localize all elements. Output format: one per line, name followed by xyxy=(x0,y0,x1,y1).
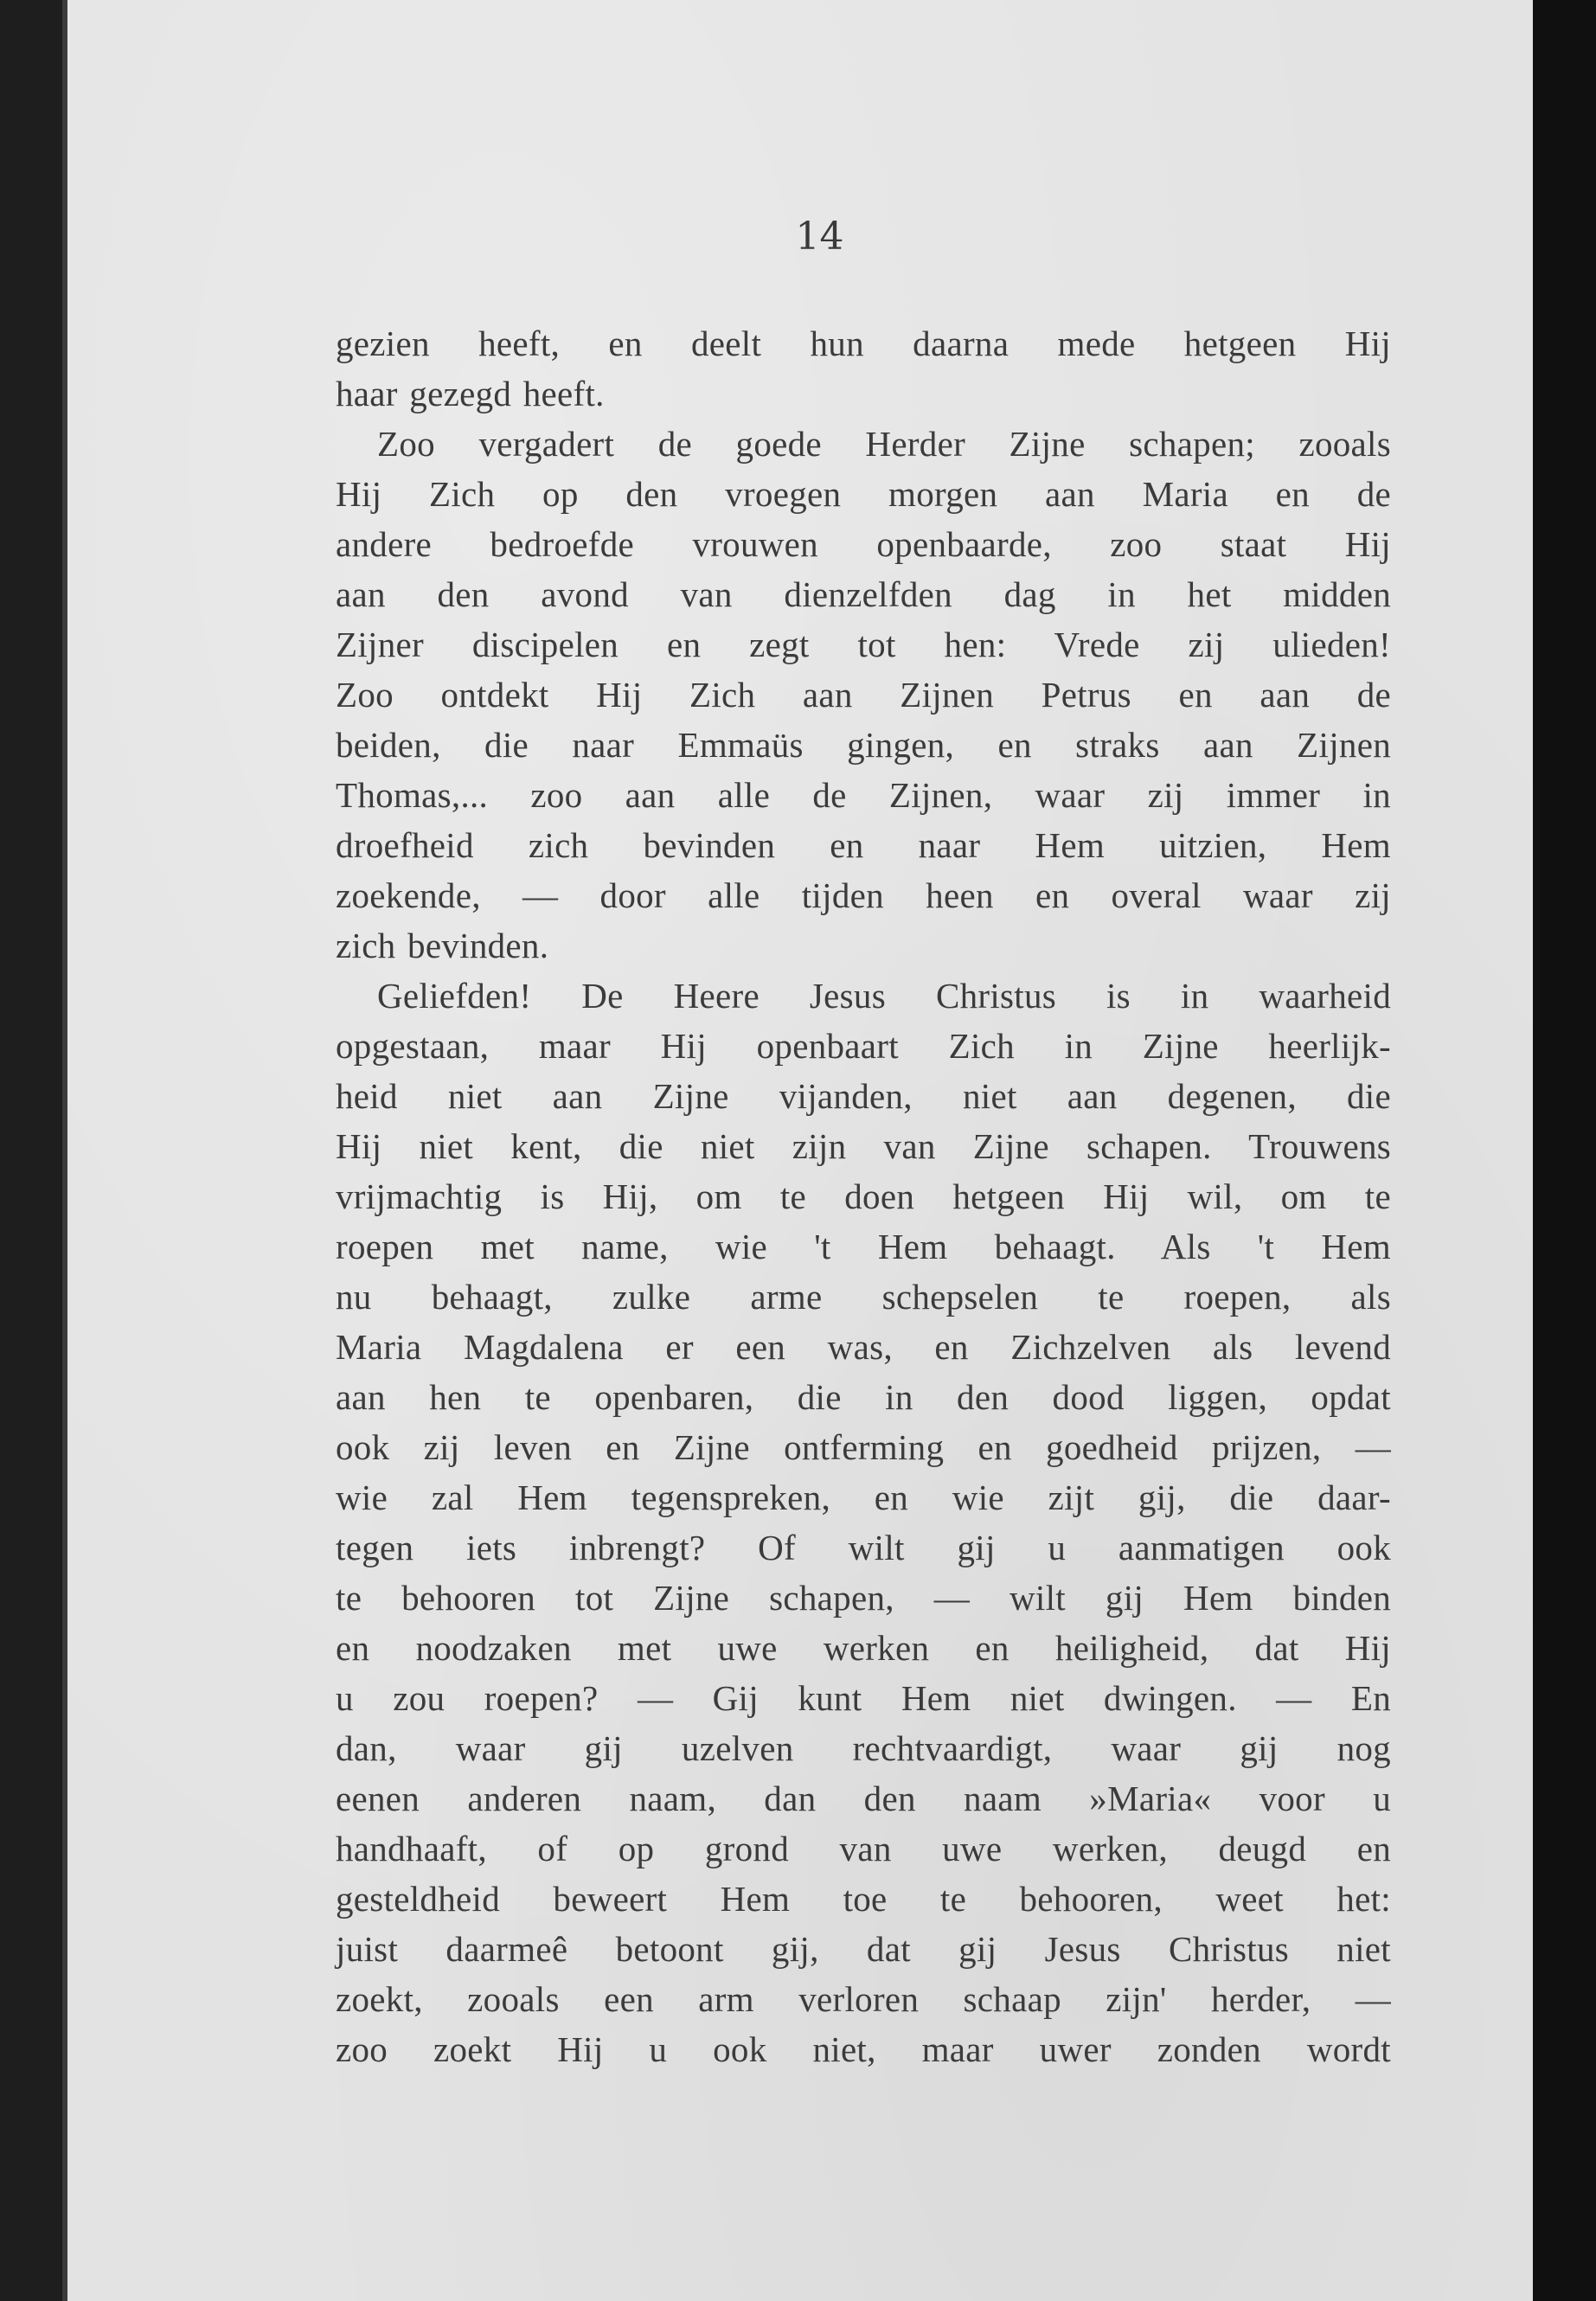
text-line: gezien heeft, en deelt hun daarna mede hetgeen Hij xyxy=(336,324,1391,363)
text-line: zoekt, zooals een arm verloren schaap zijn' herder, — xyxy=(336,1979,1391,2019)
text-line: Hij niet kent, die niet zijn van Zijne schapen. Trouwens xyxy=(336,1126,1391,1166)
text-line: u zou roepen? — Gij kunt Hem niet dwingen. — En xyxy=(336,1678,1391,1718)
text-line: Geliefden! De Heere Jesus Christus is in waarheid xyxy=(377,976,1391,1016)
text-line: haar gezegd heeft. xyxy=(336,374,605,413)
text-line: zoekende, — door alle tijden heen en overal waar zij xyxy=(336,875,1391,915)
text-line: zich bevinden. xyxy=(336,926,549,965)
text-line: heid niet aan Zijne vijanden, niet aan degenen, die xyxy=(336,1076,1391,1116)
text-line: gesteldheid beweert Hem toe te behooren, weet het: xyxy=(336,1879,1391,1919)
text-line: tegen iets inbrengt? Of wilt gij u aanmatigen ook xyxy=(336,1528,1391,1567)
page-left-edge xyxy=(62,0,67,2301)
text-line: vrijmachtig is Hij, om te doen hetgeen Hij wil, om te xyxy=(336,1176,1391,1216)
text-line: handhaaft, of op grond van uwe werken, deugd en xyxy=(336,1829,1391,1868)
text-line: dan, waar gij uzelven rechtvaardigt, waar gij nog xyxy=(336,1728,1391,1768)
text-line: aan hen te openbaren, die in den dood liggen, opdat xyxy=(336,1377,1391,1417)
text-line: aan den avond van dienzelfden dag in het midden xyxy=(336,574,1391,614)
text-line: beiden, die naar Emmaüs gingen, en straks aan Zijnen xyxy=(336,725,1391,765)
body-text xyxy=(336,318,1391,2074)
text-line: te behooren tot Zijne schapen, — wilt gij Hem binden xyxy=(336,1578,1391,1618)
text-line: roepen met name, wie 't Hem behaagt. Als 't Hem xyxy=(336,1227,1391,1266)
text-line: zoo zoekt Hij u ook niet, maar uwer zonden wordt xyxy=(336,2029,1391,2069)
text-line: opgestaan, maar Hij openbaart Zich in Zijne heerlijk- xyxy=(336,1026,1391,1066)
text-line: Zijner discipelen en zegt tot hen: Vrede zij ulieden! xyxy=(336,625,1391,664)
text-line: wie zal Hem tegenspreken, en wie zijt gij, die daar- xyxy=(336,1477,1391,1517)
text-line: ook zij leven en Zijne ontferming en goedheid prijzen, — xyxy=(336,1427,1391,1467)
page-right-edge xyxy=(1533,0,1596,2301)
text-line: eenen anderen naam, dan den naam »Maria« voor u xyxy=(336,1779,1391,1818)
text-line: nu behaagt, zulke arme schepselen te roepen, als xyxy=(336,1277,1391,1317)
text-line: juist daarmeê betoont gij, dat gij Jesus Christus niet xyxy=(336,1929,1391,1969)
text-line: Zoo vergadert de goede Herder Zijne schapen; zooals xyxy=(377,424,1391,464)
text-line: Zoo ontdekt Hij Zich aan Zijnen Petrus en aan de xyxy=(336,675,1391,715)
text-line: en noodzaken met uwe werken en heiligheid, dat Hij xyxy=(336,1628,1391,1668)
text-line: andere bedroefde vrouwen openbaarde, zoo staat Hij xyxy=(336,524,1391,564)
text-line: Maria Magdalena er een was, en Zichzelven als levend xyxy=(336,1327,1391,1367)
page-number: 14 xyxy=(795,215,844,259)
text-line: droefheid zich bevinden en naar Hem uitzien, Hem xyxy=(336,825,1391,865)
text-line: Hij Zich op den vroegen morgen aan Maria en de xyxy=(336,474,1391,514)
text-line: Thomas,... zoo aan alle de Zijnen, waar zij immer in xyxy=(336,775,1391,815)
